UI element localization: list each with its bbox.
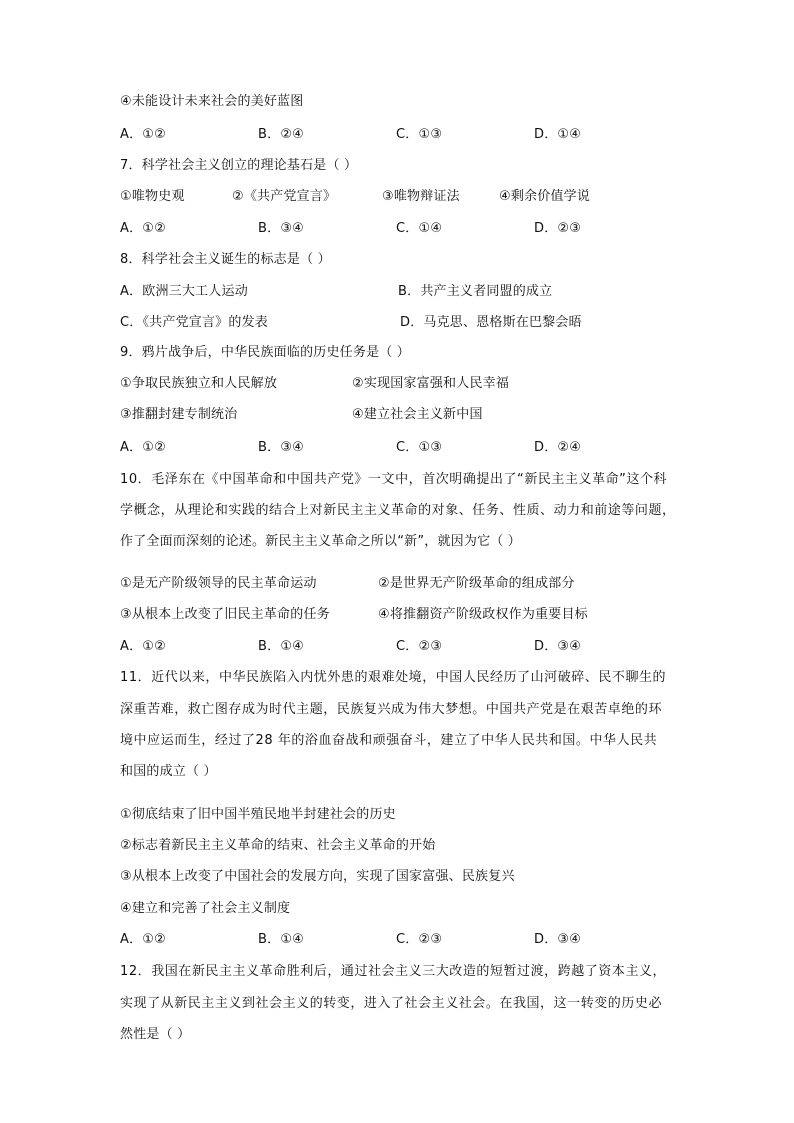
q9-option-b: B．③④: [258, 440, 305, 455]
q9-stem: 9．鸦片战争后，中华民族面临的历史任务是（ ）: [120, 345, 411, 360]
q11-statement-2: ②标志着新民主主义革命的结束、社会主义革命的开始: [120, 838, 436, 853]
q12-stem-line-3: 然性是（ ）: [120, 1027, 191, 1042]
q11-statement-3: ③从根本上改变了中国社会的发展方向，实现了国家富强、民族复兴: [120, 869, 515, 884]
q10-statement-3: ③从根本上改变了旧民主革命的任务: [120, 607, 330, 622]
q9-statement-4: ④建立社会主义新中国: [352, 407, 483, 422]
q7-option-a: A．①②: [120, 221, 167, 236]
q8-option-a: A．欧洲三大工人运动: [120, 284, 248, 299]
q9-statement-2: ②实现国家富强和人民幸福: [352, 376, 510, 391]
q7-statement-3: ③唯物辩证法: [382, 189, 460, 204]
q12-stem-line-1: 12．我国在新民主主义革命胜利后，通过社会主义三大改造的短暂过渡，跨越了资本主义，: [120, 964, 667, 979]
q7-statement-4: ④剩余价值学说: [499, 189, 591, 204]
q10-option-c: C．②③: [396, 639, 443, 654]
q8-option-c: C．《共产党宣言》的发表: [120, 315, 268, 330]
q9-option-d: D．②④: [534, 440, 582, 455]
q9-option-a: A．①②: [120, 440, 167, 455]
q6-statement-4: ④未能设计未来社会的美好蓝图: [120, 94, 304, 109]
q7-statement-1: ①唯物史观: [120, 189, 185, 204]
q11-option-b: B．①④: [258, 932, 305, 947]
q7-stem: 7．科学社会主义创立的理论基石是（ ）: [120, 158, 358, 173]
q11-stem-line-1: 11．近代以来，中华民族陷入内忧外患的艰难处境，中国人民经历了山河破碎、民不聊生的: [120, 670, 667, 685]
q11-stem-line-3: 境中应运而生，经过了28 年的浴血奋战和顽强奋斗，建立了中华人民共和国。中华人民共: [120, 733, 658, 748]
q10-statement-1: ①是无产阶级领导的民主革命运动: [120, 576, 317, 591]
q7-option-d: D．②③: [534, 221, 582, 236]
q11-statement-4: ④建立和完善了社会主义制度: [120, 901, 291, 916]
q10-stem-line-2: 学概念，从理论和实践的结合上对新民主主义革命的对象、任务、性质、动力和前途等问题，: [120, 503, 676, 518]
q11-stem-line-4: 和国的成立（ ）: [120, 764, 217, 779]
q10-stem-line-3: 作了全面而深刻的论述。新民主主义革命之所以“新”，就因为它（ ）: [120, 534, 522, 549]
q10-statement-4: ④将推翻资产阶级政权作为重要目标: [378, 607, 588, 622]
q6-option-b: B．②④: [258, 127, 305, 142]
q10-statement-2: ②是世界无产阶级革命的组成部分: [378, 576, 575, 591]
q11-statement-1: ①彻底结束了旧中国半殖民地半封建社会的历史: [120, 807, 396, 822]
q10-stem-line-1: 10．毛泽东在《中国革命和中国共产党》一文中，首次明确提出了“新民主主义革命”这个科: [120, 472, 668, 487]
q8-option-d: D．马克思、恩格斯在巴黎会晤: [400, 315, 582, 330]
q8-stem: 8．科学社会主义诞生的标志是（ ）: [120, 252, 331, 267]
q6-option-c: C．①③: [396, 127, 443, 142]
q11-option-c: C．②③: [396, 932, 443, 947]
q10-option-a: A．①②: [120, 639, 167, 654]
q10-option-d: D．③④: [534, 639, 582, 654]
q9-option-c: C．①③: [396, 440, 443, 455]
q6-option-d: D．①④: [534, 127, 582, 142]
q11-option-a: A．①②: [120, 932, 167, 947]
q9-statement-3: ③推翻封建专制统治: [120, 407, 238, 422]
q7-statement-2: ②《共产党宣言》: [232, 189, 337, 204]
q12-stem-line-2: 实现了从新民主主义到社会主义的转变，进入了社会主义社会。在我国，这一转变的历史必: [120, 996, 663, 1011]
q11-option-d: D．③④: [534, 932, 582, 947]
q8-option-b: B．共产主义者同盟的成立: [398, 284, 553, 299]
q7-option-c: C．①④: [396, 221, 443, 236]
q10-option-b: B．①④: [258, 639, 305, 654]
q11-stem-line-2: 深重苦难，救亡图存成为时代主题，民族复兴成为伟大梦想。中国共产党是在艰苦卓绝的环: [120, 702, 663, 717]
q6-option-a: A．①②: [120, 127, 167, 142]
q7-option-b: B．③④: [258, 221, 305, 236]
q9-statement-1: ①争取民族独立和人民解放: [120, 376, 278, 391]
